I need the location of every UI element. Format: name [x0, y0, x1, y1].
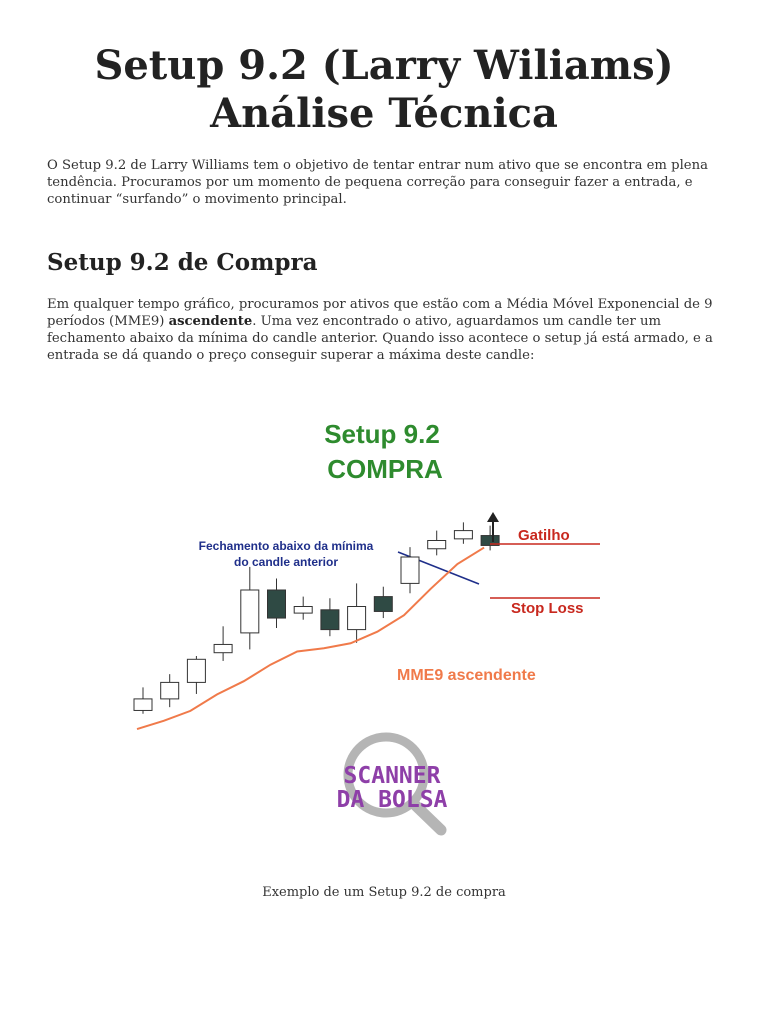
- candle-body: [428, 541, 446, 549]
- candle-body: [214, 644, 232, 652]
- figure-title-line-2: COMPRA: [327, 454, 443, 484]
- candle-body: [161, 682, 179, 699]
- candle-body: [321, 610, 339, 630]
- candle: [321, 598, 339, 636]
- candle: [294, 597, 312, 620]
- candle-body: [454, 531, 472, 539]
- candle: [481, 526, 499, 551]
- ema-line: [137, 548, 484, 730]
- candle-body: [268, 590, 286, 618]
- figure-title-line-1: Setup 9.2: [324, 419, 440, 449]
- annotation-line-1: Fechamento abaixo da mínima: [198, 539, 374, 553]
- candle-body: [187, 659, 205, 682]
- candle: [134, 687, 152, 713]
- figure-caption: Exemplo de um Setup 9.2 de compra: [262, 885, 506, 900]
- ema-label: MME9 ascendente: [397, 667, 536, 684]
- section-heading: Setup 9.2 de Compra: [47, 249, 318, 276]
- scanner-logo: [337, 737, 448, 830]
- candle: [214, 626, 232, 661]
- candle-body: [374, 597, 392, 612]
- candle: [187, 656, 205, 694]
- candle-body: [241, 590, 259, 633]
- logo-text-line-2: DA BOLSA: [336, 787, 448, 813]
- candle-body: [134, 699, 152, 711]
- candle: [241, 567, 259, 650]
- stop-label: Stop Loss: [511, 600, 584, 617]
- annotation-line-2: do candle anterior: [233, 555, 339, 569]
- candle-body: [401, 557, 419, 583]
- candle: [428, 531, 446, 556]
- logo-text-line-1: SCANNER: [343, 763, 441, 789]
- body-text-2: . Uma vez encontrado o ativo, aguardamos um candle ter um fechamento abaixo da mínima do candle anterior. Quando isso acontece o setup já está armado, e a entrada se dá quando o preço conseguir superar a máxima deste candle:: [47, 314, 713, 363]
- candle: [454, 522, 472, 543]
- body-text-1: Em qualquer tempo gráfico, procuramos por ativos que estão com a Média Móvel Exponencial de 9 períodos (MME9): [47, 297, 713, 329]
- intro-paragraph: O Setup 9.2 de Larry Williams tem o objetivo de tentar entrar num ativo que se encontra em plena tendência. Procuramos por um momento de pequena correção para conseguir fazer a entrada, e continuar “surfando” o movimento principal.: [47, 158, 708, 207]
- candle: [268, 578, 286, 628]
- body-bold-term: ascendente: [168, 314, 253, 329]
- trigger-label: Gatilho: [518, 527, 570, 544]
- candle: [161, 674, 179, 707]
- candle: [348, 583, 366, 642]
- candle: [374, 587, 392, 618]
- title-line-2: Análise Técnica: [210, 90, 558, 137]
- candle-body: [348, 607, 366, 630]
- candle-chart: [134, 522, 499, 729]
- candle-body: [294, 607, 312, 614]
- title-line-1: Setup 9.2 (Larry Wiliams): [94, 42, 674, 89]
